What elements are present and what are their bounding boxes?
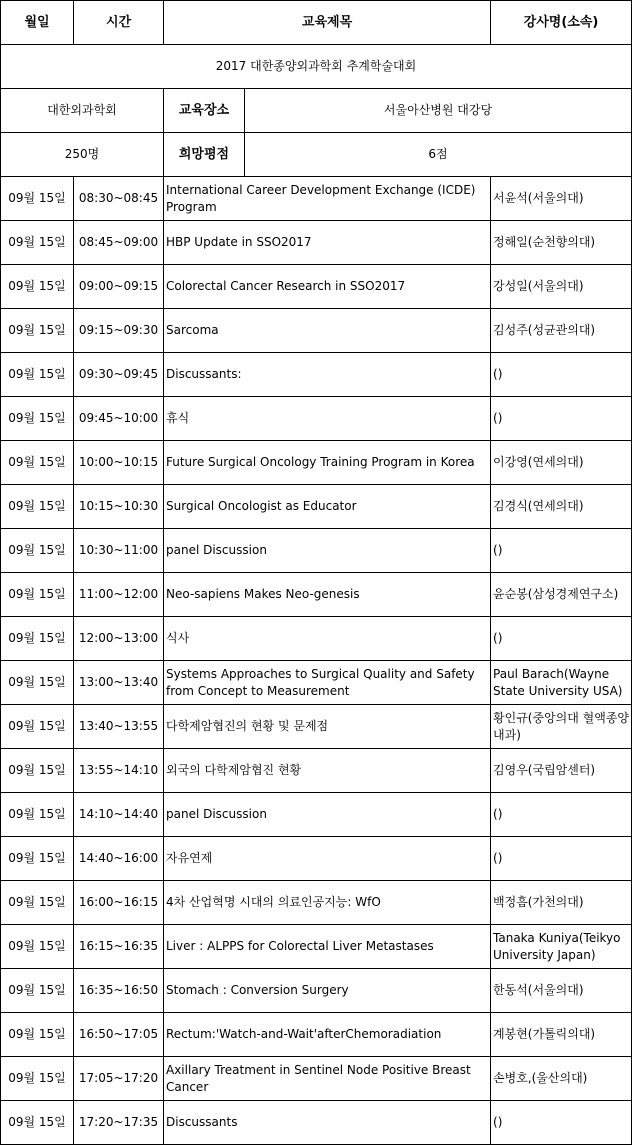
row-time: 10:30~11:00	[74, 529, 164, 573]
row-speaker: 김영우(국립암센터)	[491, 749, 632, 793]
row-date: 09월 15일	[1, 881, 74, 925]
row-time: 10:00~10:15	[74, 441, 164, 485]
table-row	[1, 1101, 632, 1145]
row-time: 16:15~16:35	[74, 925, 164, 969]
row-time: 09:30~09:45	[74, 353, 164, 397]
row-title: Surgical Oncologist as Educator	[164, 485, 491, 529]
row-date: 09월 15일	[1, 265, 74, 309]
row-speaker: 서윤석(서울의대)	[491, 177, 632, 221]
row-speaker: 백정흠(가천의대)	[491, 881, 632, 925]
row-speaker: 이강영(연세의대)	[491, 441, 632, 485]
row-time: 13:40~13:55	[74, 705, 164, 749]
table-row	[1, 353, 632, 397]
row-speaker: 정해일(순천향의대)	[491, 221, 632, 265]
row-title: Discussants:	[164, 353, 491, 397]
row-time: 17:05~17:20	[74, 1057, 164, 1101]
row-date: 09월 15일	[1, 573, 74, 617]
row-speaker: Tanaka Kuniya(Teikyo University Japan)	[491, 925, 632, 969]
row-time: 14:40~16:00	[74, 837, 164, 881]
row-date: 09월 15일	[1, 617, 74, 661]
table-row	[1, 749, 632, 793]
table-row	[1, 309, 632, 353]
row-date: 09월 15일	[1, 485, 74, 529]
row-title: Neo-sapiens Makes Neo-genesis	[164, 573, 491, 617]
row-date: 09월 15일	[1, 793, 74, 837]
row-speaker: 계봉현(가톨릭의대)	[491, 1013, 632, 1057]
row-time: 12:00~13:00	[74, 617, 164, 661]
row-title: Liver : ALPPS for Colorectal Liver Metastases	[164, 925, 491, 969]
row-speaker: ()	[491, 529, 632, 573]
table-row	[1, 837, 632, 881]
row-date: 09월 15일	[1, 221, 74, 265]
row-speaker: 한동석(서울의대)	[491, 969, 632, 1013]
row-time: 13:55~14:10	[74, 749, 164, 793]
row-title: 다학제암협진의 현황 및 문제점	[164, 705, 491, 749]
row-speaker: 손병호,(울산의대)	[491, 1057, 632, 1101]
capacity-value: 250명	[1, 133, 164, 177]
venue-value: 서울아산병원 대강당	[245, 89, 632, 133]
row-speaker: ()	[491, 397, 632, 441]
row-date: 09월 15일	[1, 925, 74, 969]
row-speaker: ()	[491, 353, 632, 397]
row-time: 16:00~16:15	[74, 881, 164, 925]
row-date: 09월 15일	[1, 1057, 74, 1101]
row-title: Rectum:'Watch-and-Wait'afterChemoradiation	[164, 1013, 491, 1057]
row-time: 09:45~10:00	[74, 397, 164, 441]
row-speaker: 황인규(중앙의대 혈액종양내과)	[491, 705, 632, 749]
venue-row	[1, 89, 632, 133]
row-time: 08:30~08:45	[74, 177, 164, 221]
row-title: 휴식	[164, 397, 491, 441]
row-title: 식사	[164, 617, 491, 661]
row-title: panel Discussion	[164, 793, 491, 837]
row-time: 10:15~10:30	[74, 485, 164, 529]
header-title: 교육제목	[164, 1, 491, 45]
table-row	[1, 221, 632, 265]
row-date: 09월 15일	[1, 353, 74, 397]
table-row	[1, 617, 632, 661]
row-date: 09월 15일	[1, 309, 74, 353]
points-row	[1, 133, 632, 177]
row-speaker: 윤순봉(삼성경제연구소)	[491, 573, 632, 617]
table-row	[1, 485, 632, 529]
row-time: 16:50~17:05	[74, 1013, 164, 1057]
row-speaker: ()	[491, 793, 632, 837]
row-title: 4차 산업혁명 시대의 의료인공지능: WfO	[164, 881, 491, 925]
row-time: 16:35~16:50	[74, 969, 164, 1013]
row-date: 09월 15일	[1, 705, 74, 749]
table-row	[1, 441, 632, 485]
row-time: 08:45~09:00	[74, 221, 164, 265]
info-section	[1, 45, 632, 177]
table-row	[1, 705, 632, 749]
row-time: 17:20~17:35	[74, 1101, 164, 1145]
title-row	[1, 45, 632, 89]
venue-label: 교육장소	[164, 89, 245, 133]
row-title: Stomach : Conversion Surgery	[164, 969, 491, 1013]
row-title: 외국의 다학제암협진 현황	[164, 749, 491, 793]
row-speaker: ()	[491, 837, 632, 881]
session-rows	[1, 177, 632, 1145]
row-title: Axillary Treatment in Sentinel Node Positive Breast Cancer	[164, 1057, 491, 1101]
row-title: HBP Update in SSO2017	[164, 221, 491, 265]
row-time: 09:15~09:30	[74, 309, 164, 353]
row-date: 09월 15일	[1, 1013, 74, 1057]
row-date: 09월 15일	[1, 397, 74, 441]
points-value: 6점	[245, 133, 632, 177]
table-row	[1, 793, 632, 837]
table-row	[1, 661, 632, 705]
table-row	[1, 265, 632, 309]
header-speaker: 강사명(소속)	[491, 1, 632, 45]
event-title: 2017 대한종양외과학회 추계학술대회	[1, 45, 632, 89]
row-time: 11:00~12:00	[74, 573, 164, 617]
points-label: 희망평점	[164, 133, 245, 177]
table-row	[1, 529, 632, 573]
header-time: 시간	[74, 1, 164, 45]
row-speaker: 강성일(서울의대)	[491, 265, 632, 309]
row-date: 09월 15일	[1, 661, 74, 705]
row-time: 13:00~13:40	[74, 661, 164, 705]
row-date: 09월 15일	[1, 529, 74, 573]
header-row	[1, 1, 632, 45]
table-row	[1, 573, 632, 617]
row-title: Systems Approaches to Surgical Quality and Safety from Concept to Measurement	[164, 661, 491, 705]
row-date: 09월 15일	[1, 837, 74, 881]
table-row	[1, 177, 632, 221]
row-title: 자유연제	[164, 837, 491, 881]
table-row	[1, 881, 632, 925]
host-value: 대한외과학회	[1, 89, 164, 133]
row-speaker: ()	[491, 617, 632, 661]
row-date: 09월 15일	[1, 749, 74, 793]
row-time: 09:00~09:15	[74, 265, 164, 309]
row-date: 09월 15일	[1, 441, 74, 485]
row-title: panel Discussion	[164, 529, 491, 573]
table-row	[1, 397, 632, 441]
table-row	[1, 925, 632, 969]
table-row	[1, 1057, 632, 1101]
row-speaker: ()	[491, 1101, 632, 1145]
row-title: International Career Development Exchange (ICDE) Program	[164, 177, 491, 221]
row-time: 14:10~14:40	[74, 793, 164, 837]
row-title: Future Surgical Oncology Training Program in Korea	[164, 441, 491, 485]
row-title: Sarcoma	[164, 309, 491, 353]
row-speaker: Paul Barach(Wayne State University USA)	[491, 661, 632, 705]
row-speaker: 김경식(연세의대)	[491, 485, 632, 529]
row-date: 09월 15일	[1, 177, 74, 221]
table-row	[1, 969, 632, 1013]
table-row	[1, 1013, 632, 1057]
row-date: 09월 15일	[1, 1101, 74, 1145]
row-title: Discussants	[164, 1101, 491, 1145]
row-title: Colorectal Cancer Research in SSO2017	[164, 265, 491, 309]
header-date: 월일	[1, 1, 74, 45]
row-date: 09월 15일	[1, 969, 74, 1013]
row-speaker: 김성주(성균관의대)	[491, 309, 632, 353]
